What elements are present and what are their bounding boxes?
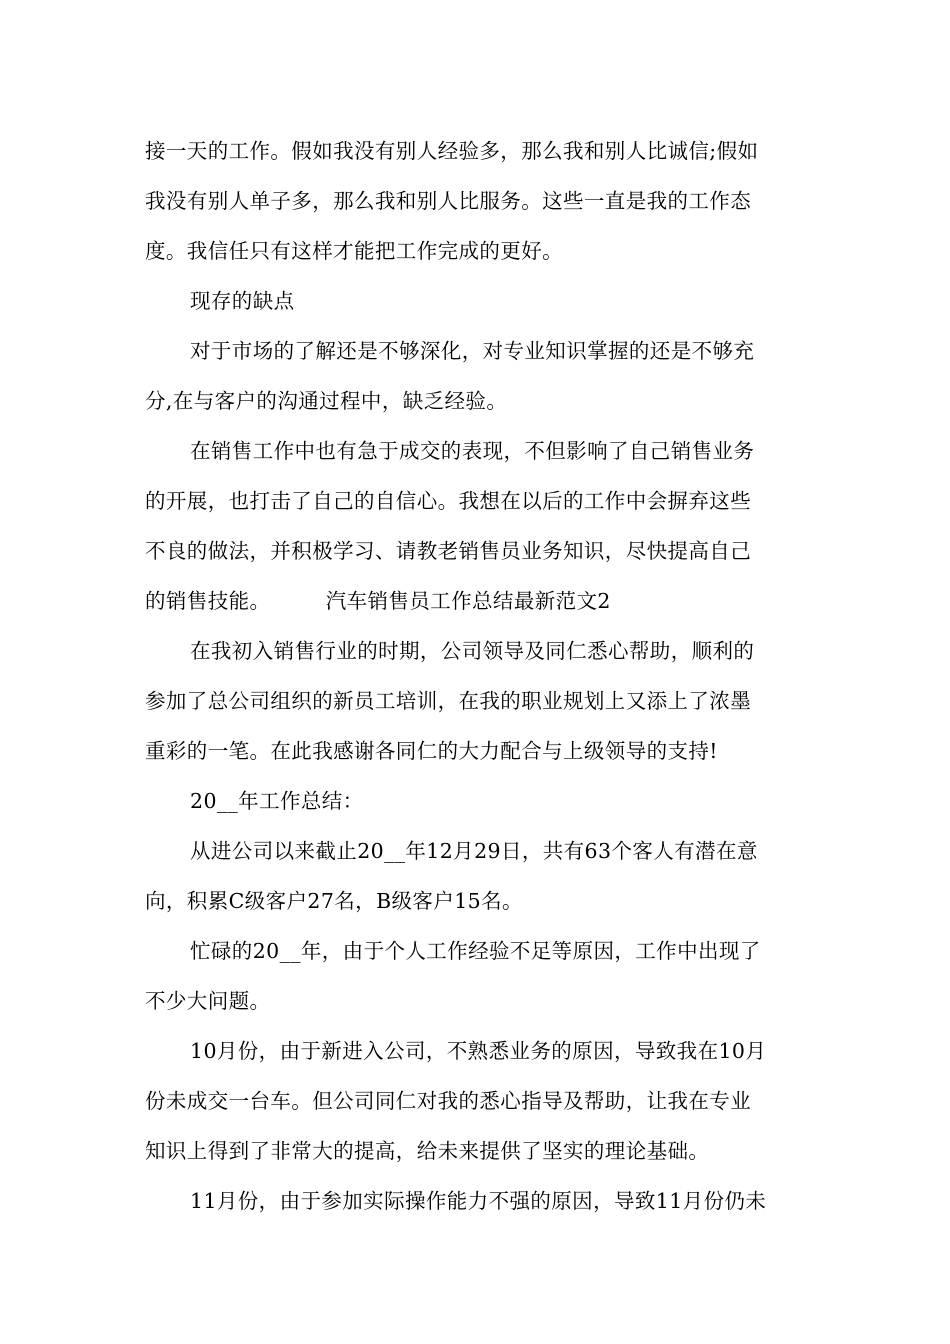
section-heading: 20__年工作总结： [190,789,364,813]
text-line: 10月份，由于新进入公司，不熟悉业务的原因，导致我在10月 [190,1039,767,1063]
text-line: 向，积累C级客户27名，B级客户15名。 [145,889,523,913]
text-line: 11月份，由于参加实际操作能力不强的原因，导致11月份仍未 [190,1189,767,1213]
text-line: 从进公司以来截止20__年12月29日，共有63个客人有潜在意 [190,839,758,863]
text-line: 的销售技能。 汽车销售员工作总结最新范文2 [145,589,611,613]
text-line: 不良的做法，并积极学习、请教老销售员业务知识，尽快提高自己 [145,539,752,563]
text-line: 接一天的工作。假如我没有别人经验多，那么我和别人比诚信;假如 [145,139,759,163]
text-line: 知识上得到了非常大的提高，给未来提供了坚实的理论基础。 [145,1139,710,1163]
section-heading: 现存的缺点 [190,289,295,313]
text-line: 我没有别人单子多，那么我和别人比服务。这些一直是我的工作态 [145,189,752,213]
text-line: 参加了总公司组织的新员工培训，在我的职业规划上又添上了浓墨 [145,689,752,713]
text-line: 度。我信任只有这样才能把工作完成的更好。 [145,239,563,263]
text-line: 在销售工作中也有急于成交的表现，不但影响了自己销售业务 [190,439,755,463]
text-line: 忙碌的20__年，由于个人工作经验不足等原因，工作中出现了 [190,939,761,963]
text-line: 重彩的一笔。在此我感谢各同仁的大力配合与上级领导的支持! [145,739,718,763]
text-line: 分,在与客户的沟通过程中，缺乏经验。 [145,389,508,413]
text-line: 不少大问题。 [145,989,271,1013]
text-line: 对于市场的了解还是不够深化，对专业知识掌握的还是不够充 [190,339,755,363]
text-line: 的开展，也打击了自己的自信心。我想在以后的工作中会摒弃这些 [145,489,752,513]
text-line: 份未成交一台车。但公司同仁对我的悉心指导及帮助，让我在专业 [145,1089,752,1113]
text-line: 在我初入销售行业的时期，公司领导及同仁悉心帮助，顺利的 [190,639,755,663]
